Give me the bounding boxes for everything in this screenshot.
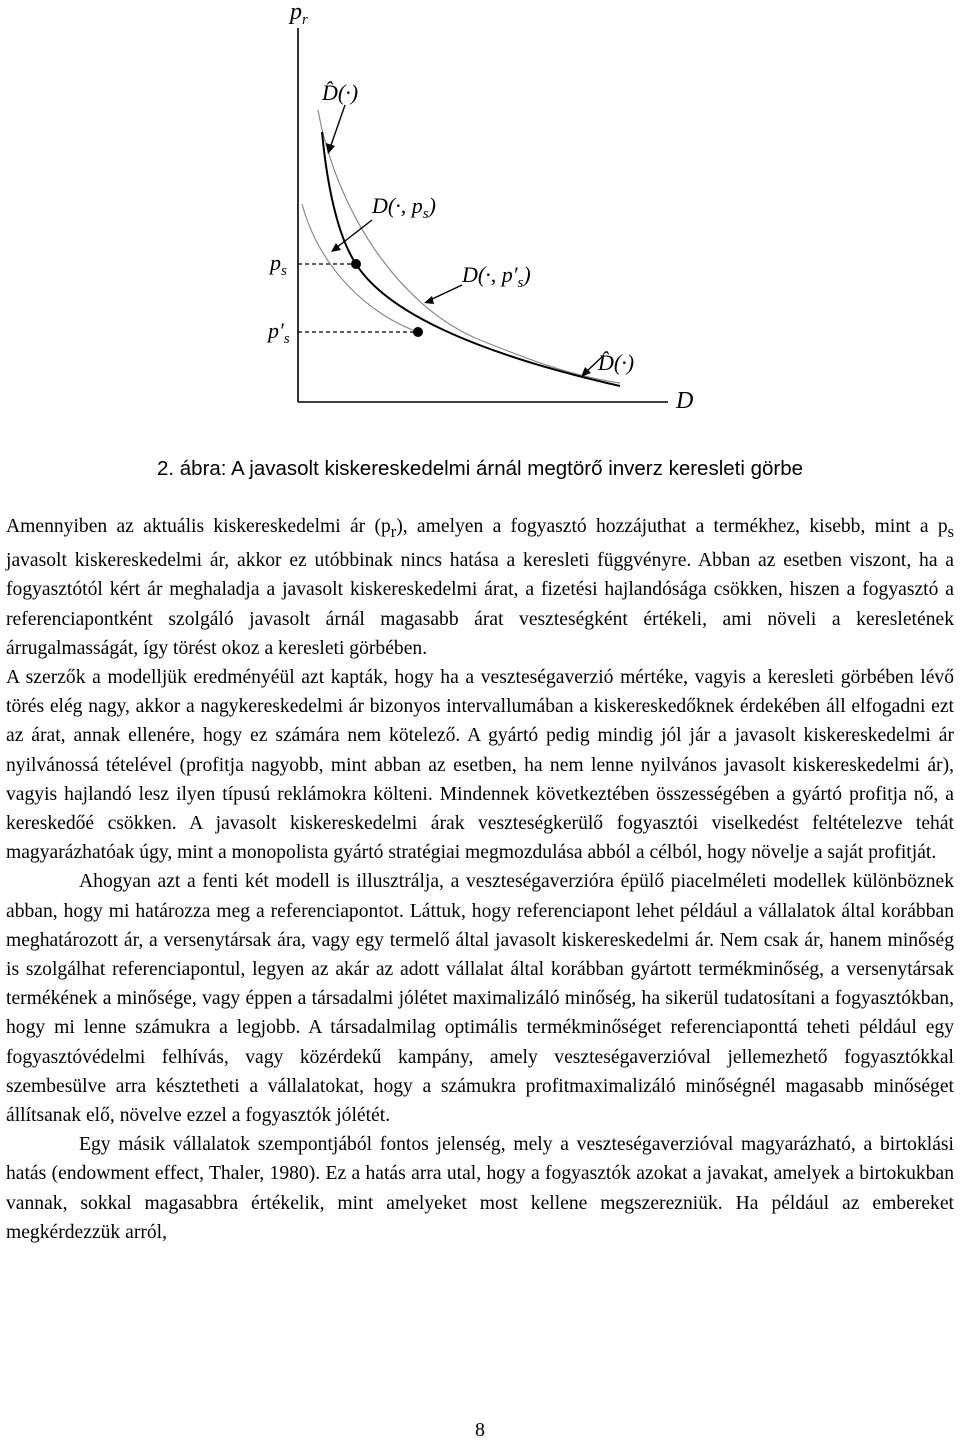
- ps-prime-label: $p'_s$: [268, 318, 290, 347]
- d-psprime-arrow: [430, 285, 462, 300]
- d-ps-label: D(·, $p_s$): [372, 193, 436, 222]
- d-ps-arrowhead: [331, 243, 341, 252]
- page-number: 8: [475, 1419, 485, 1441]
- paragraph-4: Egy másik vállalatok szempontjából fontos jelenség, mely a veszteségaverzióval magyarázható, a birtoklási hatás (endowment effect, Thaler, 1980). Ez a hatás arra utal, hogy a fogyasztók azokat a javakat, amelyek a birtokukban vannak, sokkal magasabbra értékelik, mint amelyeket most kellene megszerezniük. Ha például az embereket megkérdezzük arról,: [6, 1134, 954, 1243]
- x-axis-label: D: [676, 388, 694, 414]
- body-text: [6, 512, 954, 1247]
- dhat-top-label: D̂(·): [322, 80, 359, 105]
- y-axis-label: $p_r$: [290, 0, 308, 28]
- d-psprime-arrowhead: [424, 296, 434, 304]
- paragraph-1: Amennyiben az aktuális kiskereskedelmi ár $(p_r)$, amelyen a fogyasztó hozzájuthat a termékhez, kisebb, mint a $p_s$ javasolt kiskereskedelmi ár, akkor ez utóbbinak nincs hatása a keresleti függvényre. Abban az esetben viszont, ha a fogyasztótól kért ár meghaladja a javasolt kiskereskedelmi árat, a fizetési hajlandósága csökken, hiszen a fogyasztó a referenciapontként szolgáló javasolt árnál magasabb árat veszteségként értékeli, ami növeli a keresletének árrugalmasságát, így törést okoz a keresleti görbében.: [6, 516, 954, 659]
- ps-prime-kink-point: [413, 327, 423, 337]
- demand-curve-figure: [0, 0, 960, 440]
- ps-kink-point: [351, 259, 361, 269]
- paragraph-2: A szerzők a modelljük eredményéül azt kapták, hogy ha a veszteségaverzió mértéke, vagyis a keresleti görbében lévő törés elég nagy, akkor a nagykereskedelmi ár bizonyos intervallumában a kiskereskedőknek érdekében áll elfogadni ezt az árat, annak ellenére, hogy ez számára nem kötelező. A gyártó pedig mindig jól jár a javasolt kiskereskedelmi ár nyilvánossá tételével (profitja nagyobb, mint abban az esetben, ha nem lenne nyilvános javasolt kiskereskedelmi ár), vagyis hajlandó lesz ilyen típusú reklámokra költeni. Mindennek következtében összességében a gyártó profitja nő, a kereskedőé csökken. A javasolt kiskereskedelmi árak veszteségkerülő fogyasztói viselkedést feltételezve tehát magyarázhatóak úgy, mint a monopolista gyártó stratégiai megmozdulása abból a célból, hogy növelje a saját profitját.: [6, 666, 954, 864]
- dhat-top-arrowhead: [326, 143, 335, 154]
- d-psprime-upper-curve: [302, 204, 418, 332]
- figure-caption: 2. ábra: A javasolt kiskereskedelmi árnál megtörő inverz keresleti görbe: [156, 457, 804, 480]
- dhat-top-arrow: [330, 105, 345, 148]
- ps-label: $p_s$: [270, 250, 287, 279]
- d-psprime-label: D(·, $p'_s$): [462, 262, 531, 291]
- dhat-bottom-label: D̂(·): [598, 350, 635, 375]
- d-ps-kinked-curve: [322, 132, 620, 386]
- paragraph-3: Ahogyan azt a fenti két modell is illusztrálja, a veszteségaverzióra épülő piacelméleti modellek különböznek abban, hogy mi határozza meg a referenciapontot. Láttuk, hogy referenciapont lehet például a vállalatok által korábban meghatározott ár, a versenytársak ára, vagy egy termelő által javasolt kiskereskedelmi ár. Nem csak ár, hanem minőség is szolgálhat referenciapontul, legyen az akár az adott vállalat által korábban gyártott termékminőség, a versenytársak termékének a minősége, vagy éppen a társadalmi jólétet maximalizáló minőség, ha sikerül tudatosítani a fogyasztókban, hogy mi lenne számukra a legjobb. A társadalmilag optimális termékminőséget referenciaponttá teheti például egy fogyasztóvédelmi felhívás, vagy közérdekű kampány, amely veszteségaverzióval jellemezhető fogyasztókkal szembesülve arra késztetheti a vállalatokat, hogy a számukra profitmaximalizáló minőségnél magasabb minőséget állítsanak elő, növelve ezzel a fogyasztók jólétét.: [6, 871, 954, 1126]
